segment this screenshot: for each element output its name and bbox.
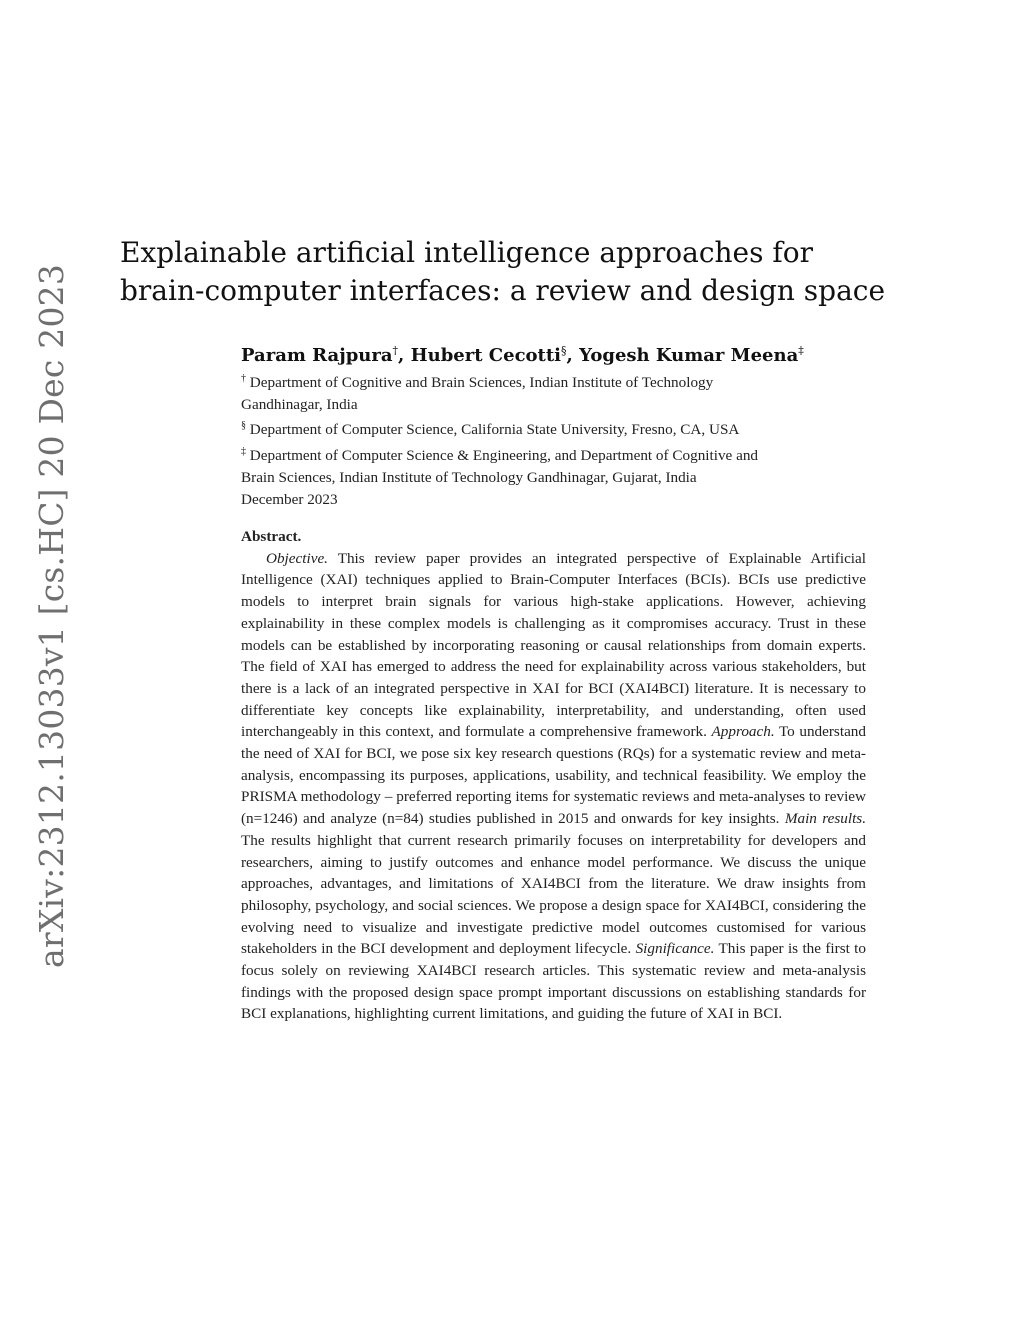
affiliation-mark: †: [241, 373, 246, 384]
affiliation-line: [241, 441, 866, 467]
paper-title-line-2: brain-computer interfaces: a review and design space: [120, 274, 886, 307]
affiliation-text: Department of Cognitive and Brain Sciences, Indian Institute of Technology: [249, 374, 714, 392]
author-affiliation-mark: ‡: [798, 344, 804, 357]
affiliation-line: Brain Sciences, Indian Institute of Technology Gandhinagar, Gujarat, India: [241, 469, 697, 486]
paper-title: [120, 234, 900, 310]
affiliations-block: [241, 368, 866, 510]
objective-label: Objective.: [266, 549, 328, 567]
affiliation-mark: ‡: [241, 446, 246, 458]
author-affiliation-mark: §: [561, 344, 567, 357]
abstract-section: [241, 526, 866, 1025]
publication-date: December 2023: [241, 490, 338, 508]
affiliation-text: Department of Computer Science & Engineering, and Department of Cognitive and: [249, 447, 759, 465]
arxiv-identifier-stamp: arXiv:2312.13033v1 [cs.HC] 20 Dec 2023: [32, 263, 71, 968]
author-name: Hubert Cecotti: [410, 345, 562, 366]
author-name: Yogesh Kumar Meena: [579, 345, 799, 366]
affiliation-line: Gandhinagar, India: [241, 395, 358, 413]
abstract-body: [241, 548, 866, 1025]
abstract-heading: Abstract.: [241, 528, 302, 545]
objective-text: This review paper provides an integrated perspective of Explainable Artificial Intelligence (XAI) techniques applied to Brain-Computer Interfaces (BCIs). BCIs use predictive models to interpret brain signals for various high-stake applications. However, achieving explainability in these complex models is challenging as it compromises accuracy. Trust in these models can be established by incorporating reasoning or causal relationships from domain experts. The field of XAI has emerged to address the need for explainability across various stakeholders, but there is a lack of an integrated perspective in XAI for BCI (XAI4BCI) literature. It is necessary to differentiate key concepts like explainability, interpretability, and understanding, often used interchangeably in this context, and formulate a comprehensive framework.: [241, 549, 866, 741]
author-list: Param Rajpura†, Hubert Cecotti§, Yogesh Kumar Meena‡: [241, 344, 804, 366]
results-text: The results highlight that current research primarily focuses on interpretability for developers and researchers, aiming to justify outcomes and enhance model performance. We discuss the unique approaches, advantages, and limitations of XAI4BCI from the literature. We draw insights from philosophy, psychology, and social sciences. We propose a design space for XAI4BCI, considering the evolving need to visualize and investigate predictive model outcomes customised for various stakeholders in the BCI development and deployment lifecycle.: [241, 831, 866, 958]
author-name: Param Rajpura: [241, 345, 393, 366]
results-label: Main results.: [784, 810, 867, 828]
significance-label: Significance.: [635, 940, 715, 958]
affiliation-text: Department of Computer Science, California State University, Fresno, CA, USA: [249, 421, 740, 439]
paper-title-line-1: Explainable artificial intelligence approaches for: [120, 236, 813, 269]
affiliation-line: [241, 415, 866, 441]
approach-text: To understand the need of XAI for BCI, we pose six key research questions (RQs) for a systematic review and meta-analysis, encompassing its purposes, applications, usability, and technical feasibility. We employ the PRISMA methodology – preferred reporting items for systematic reviews and meta-analyses to review (n=1246) and analyze (n=84) studies published in 2015 and onwards for key insights.: [241, 723, 866, 828]
author-affiliation-mark: †: [392, 344, 399, 357]
approach-label: Approach.: [711, 723, 775, 741]
affiliation-line: [241, 368, 866, 394]
significance-text: This paper is the first to focus solely on reviewing XAI4BCI research articles. This systematic review and meta-analysis findings with the proposed design space prompt important discussions on establishing standards for BCI explanations, highlighting current limitations, and guiding the future of XAI in BCI.: [241, 940, 866, 1023]
affiliation-mark: §: [241, 420, 246, 432]
